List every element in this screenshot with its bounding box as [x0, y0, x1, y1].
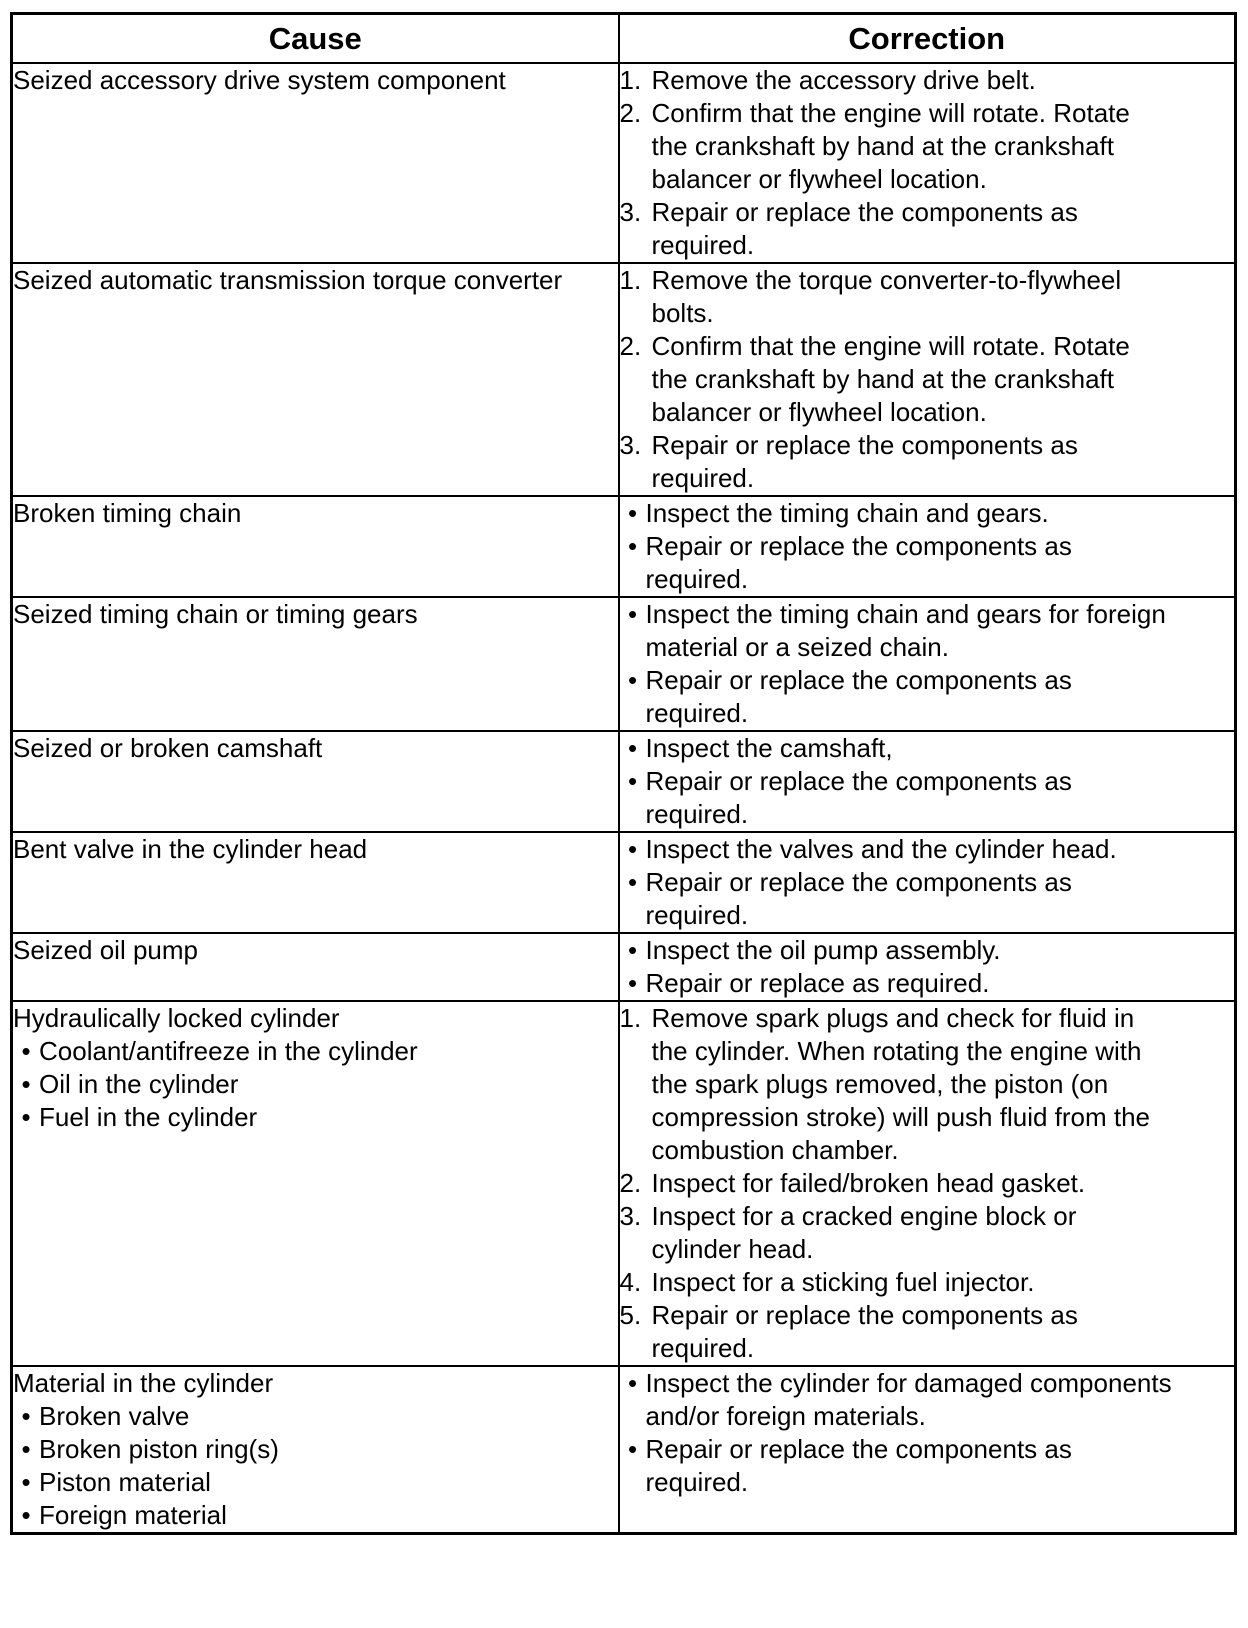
- correction-text: Inspect the oil pump assembly.: [645, 935, 1001, 965]
- step-number: 1.: [619, 1003, 642, 1033]
- bullet-marker: •: [627, 733, 638, 763]
- correction-bullet: [620, 1367, 1235, 1433]
- step-number: 1.: [619, 65, 642, 95]
- cause-cell: [12, 63, 619, 263]
- cause-cell: [12, 1366, 619, 1534]
- correction-column-header: Correction: [619, 14, 1236, 64]
- correction-text: Inspect for a sticking fuel injector.: [651, 1267, 1035, 1297]
- correction-bullet: [620, 1433, 1235, 1499]
- cause-cell: [12, 1001, 619, 1366]
- step-number: 3.: [619, 1201, 642, 1231]
- correction-text: Remove the accessory drive belt.: [651, 65, 1036, 95]
- correction-text: Inspect for failed/broken head gasket.: [651, 1168, 1086, 1198]
- correction-step: [620, 196, 1235, 262]
- correction-text: Confirm that the engine will rotate. Rotate the crankshaft by hand at the crankshaft balancer or flywheel location.: [651, 98, 1130, 194]
- correction-text: Repair or replace the components as required.: [645, 1434, 1072, 1497]
- correction-text: Remove the torque converter-to-flywheel bolts.: [651, 265, 1122, 328]
- bullet-marker: •: [627, 935, 638, 965]
- cause-cell: [12, 933, 619, 1001]
- correction-text: Confirm that the engine will rotate. Rotate the crankshaft by hand at the crankshaft balancer or flywheel location.: [651, 331, 1130, 427]
- bullet-marker: •: [627, 531, 638, 561]
- correction-step: [620, 1167, 1235, 1200]
- bullet-marker: •: [21, 1434, 31, 1464]
- correction-bullet: [620, 967, 1235, 1000]
- correction-cell: [619, 832, 1236, 933]
- correction-bullet: [620, 598, 1235, 664]
- table-row: [12, 933, 1236, 1001]
- correction-cell: [619, 263, 1236, 496]
- cause-sub-item: [13, 1035, 618, 1068]
- table-row: [12, 832, 1236, 933]
- cause-sub-item: [13, 1101, 618, 1134]
- step-number: 5.: [619, 1300, 642, 1330]
- table-row: [12, 496, 1236, 597]
- bullet-marker: •: [627, 766, 638, 796]
- correction-cell: [619, 731, 1236, 832]
- bullet-marker: •: [21, 1500, 31, 1530]
- correction-bullet: [620, 732, 1235, 765]
- correction-text: Repair or replace the components as required.: [651, 1300, 1078, 1363]
- correction-text: Repair or replace the components as required.: [651, 430, 1078, 493]
- cause-text: Seized timing chain or timing gears: [13, 599, 418, 629]
- correction-bullet: [620, 934, 1235, 967]
- bullet-marker: •: [627, 599, 638, 629]
- correction-text: Remove spark plugs and check for fluid in the cylinder. When rotating the engine with the spark plugs removed, the piston (on compression stroke) will push fluid from the combustion chamber.: [651, 1003, 1151, 1165]
- correction-text: Repair or replace the components as required.: [645, 665, 1072, 728]
- cause-text: Seized oil pump: [13, 935, 198, 965]
- table-row: [12, 1001, 1236, 1366]
- bullet-marker: •: [21, 1069, 31, 1099]
- correction-step: [620, 264, 1235, 330]
- table-row: [12, 731, 1236, 832]
- cause-text: Seized accessory drive system component: [13, 65, 506, 95]
- correction-step: [620, 429, 1235, 495]
- cause-cell: [12, 263, 619, 496]
- cause-sub-item-text: Broken valve: [39, 1401, 190, 1431]
- cause-sub-item: [13, 1400, 618, 1433]
- cause-text: Seized or broken camshaft: [13, 733, 323, 763]
- correction-cell: [619, 63, 1236, 263]
- cause-text: Material in the cylinder: [13, 1368, 274, 1398]
- correction-bullet: [620, 530, 1235, 596]
- cause-sub-item-text: Oil in the cylinder: [39, 1069, 239, 1099]
- step-number: 2.: [619, 98, 642, 128]
- correction-step: [620, 97, 1235, 196]
- bullet-marker: •: [627, 834, 638, 864]
- correction-step: [620, 330, 1235, 429]
- correction-cell: [619, 1001, 1236, 1366]
- bullet-marker: •: [627, 867, 638, 897]
- correction-text: Inspect the timing chain and gears.: [645, 498, 1049, 528]
- correction-step: [620, 64, 1235, 97]
- correction-bullet: [620, 866, 1235, 932]
- correction-bullet: [620, 833, 1235, 866]
- correction-step: [620, 1002, 1235, 1167]
- bullet-marker: •: [627, 665, 638, 695]
- step-number: 2.: [619, 1168, 642, 1198]
- correction-cell: [619, 933, 1236, 1001]
- step-number: 4.: [619, 1267, 642, 1297]
- correction-bullet: [620, 765, 1235, 831]
- table-row: [12, 263, 1236, 496]
- cause-cell: [12, 597, 619, 731]
- correction-text: Inspect the valves and the cylinder head.: [645, 834, 1117, 864]
- bullet-marker: •: [627, 968, 638, 998]
- bullet-marker: •: [627, 1368, 638, 1398]
- cause-text: Broken timing chain: [13, 498, 242, 528]
- correction-step: [620, 1299, 1235, 1365]
- step-number: 3.: [619, 197, 642, 227]
- correction-text: Inspect for a cracked engine block or cylinder head.: [651, 1201, 1077, 1264]
- table-row: [12, 1366, 1236, 1534]
- table-row: [12, 597, 1236, 731]
- correction-text: Inspect the cylinder for damaged components and/or foreign materials.: [645, 1368, 1172, 1431]
- cause-sub-item-text: Coolant/antifreeze in the cylinder: [39, 1036, 418, 1066]
- correction-step: [620, 1266, 1235, 1299]
- correction-cell: [619, 597, 1236, 731]
- cause-text: Seized automatic transmission torque converter: [13, 265, 563, 295]
- correction-text: Repair or replace the components as required.: [651, 197, 1078, 260]
- correction-bullet: [620, 664, 1235, 730]
- step-number: 2.: [619, 331, 642, 361]
- cause-correction-table: [10, 12, 1237, 1535]
- cause-column-header: Cause: [12, 14, 619, 64]
- correction-text: Repair or replace the components as required.: [645, 531, 1072, 594]
- table-row: [12, 63, 1236, 263]
- step-number: 1.: [619, 265, 642, 295]
- cause-text: Bent valve in the cylinder head: [13, 834, 368, 864]
- correction-text: Repair or replace the components as required.: [645, 766, 1072, 829]
- cause-cell: [12, 832, 619, 933]
- correction-cell: [619, 1366, 1236, 1534]
- bullet-marker: •: [21, 1102, 31, 1132]
- table-body: [12, 63, 1236, 1534]
- cause-sub-item-text: Broken piston ring(s): [39, 1434, 279, 1464]
- correction-text: Inspect the timing chain and gears for foreign material or a seized chain.: [645, 599, 1166, 662]
- correction-text: Repair or replace the components as required.: [645, 867, 1072, 930]
- bullet-marker: •: [627, 1434, 638, 1464]
- correction-text: Repair or replace as required.: [645, 968, 990, 998]
- correction-text: Inspect the camshaft,: [645, 733, 893, 763]
- bullet-marker: •: [21, 1467, 31, 1497]
- cause-cell: [12, 496, 619, 597]
- cause-sub-item: [13, 1068, 618, 1101]
- cause-sub-item: [13, 1433, 618, 1466]
- cause-text: Hydraulically locked cylinder: [13, 1003, 340, 1033]
- cause-sub-item-text: Foreign material: [39, 1500, 227, 1530]
- bullet-marker: •: [627, 498, 638, 528]
- correction-bullet: [620, 497, 1235, 530]
- step-number: 3.: [619, 430, 642, 460]
- cause-sub-item-text: Piston material: [39, 1467, 211, 1497]
- cause-sub-item: [13, 1466, 618, 1499]
- cause-sub-item: [13, 1499, 618, 1532]
- correction-cell: [619, 496, 1236, 597]
- table-header-row: [12, 14, 1236, 64]
- bullet-marker: •: [21, 1036, 31, 1066]
- bullet-marker: •: [21, 1401, 31, 1431]
- cause-sub-item-text: Fuel in the cylinder: [39, 1102, 258, 1132]
- cause-cell: [12, 731, 619, 832]
- correction-step: [620, 1200, 1235, 1266]
